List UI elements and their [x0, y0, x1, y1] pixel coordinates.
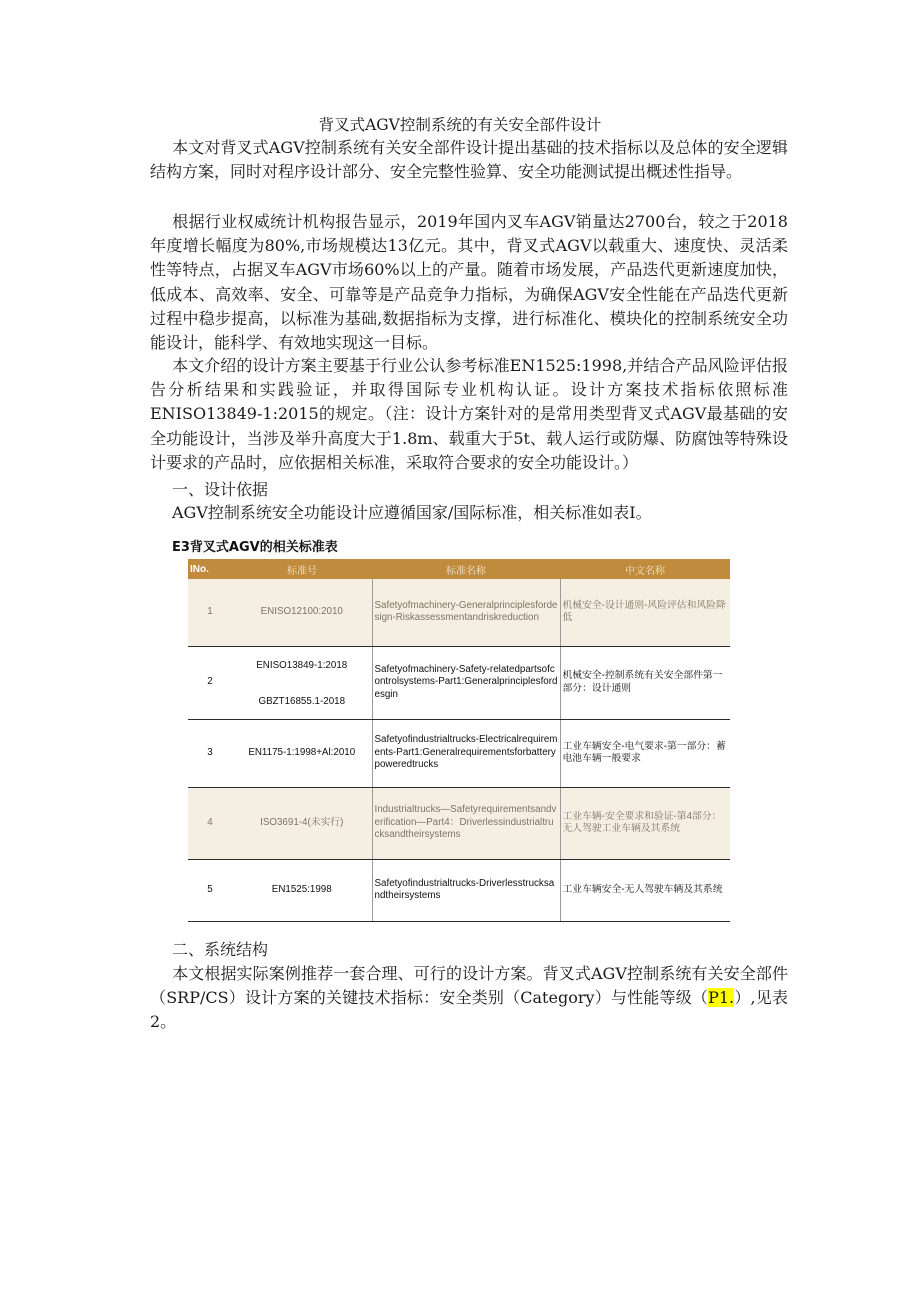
header-code: 标准号 — [232, 559, 372, 579]
table-header-row — [188, 559, 730, 579]
cell-cn-name: 机械安全-设计通则-风险评估和风险降低 — [560, 579, 730, 646]
highlighted-text: P1. — [708, 988, 735, 1008]
paragraph-system-structure-end: ）,见表2。 — [150, 988, 788, 1032]
cell-no: 2 — [188, 646, 232, 719]
cell-cn-name: 工业车辆安全-电气要求-第一部分：蓄电池车辆一般要求 — [560, 719, 730, 787]
cell-no: 1 — [188, 579, 232, 646]
paragraph-design-basis: AGV控制系统安全功能设计应遵循国家/国际标准，相关标准如表I。 — [172, 503, 652, 522]
paragraph-market-text: 根据行业权威统计机构报告显示，2019年国内叉车AGV销量达2700台，较之于2018年度增长幅度为80%,市场规模达13亿元。其中，背叉式AGV以载重大、速度快、灵活柔性等特点，占据叉车AGV市场60%以上的产量。随着市场发展，产品迭代更新速度加快，低成本、高效率、安全、可靠等是产品竞争力指标，为确保AGV安全性能在产品迭代更新过程中稳步提高，以标准为基础,数据指标为支撑，进行标准化、模块化的控制系统安全功能设计，能科学、有效地实现这一目标。 — [150, 212, 788, 353]
paragraph-standards-text: 本文介绍的设计方案主要基于行业公认参考标准EN1525:1998,并结合产品风险评估报告分析结果和实践验证，并取得国际专业机构认证。设计方案技术指标依照标准ENISO13849-1:2015的规定。（注：设计方案针对的是常用类型背叉式AGV最基础的安全功能设计，当涉及举升高度大于1.8m、载重大于5t、载人运行或防爆、防腐蚀等特殊设计要求的产品时，应依据相关标准，采取符合要求的安全功能设计。） — [150, 356, 788, 472]
cell-name: Industrialtrucks—Safetyrequirementsandverification—Part4：Driverlessindustrialtrucksandtheirsystems — [372, 787, 560, 859]
paragraph-market — [150, 210, 788, 355]
cell-name: Safetyofindustrialtrucks-Electricalrequirements-Part1:Generalrequirementsforbatterypoweredtrucks — [372, 719, 560, 787]
cell-no: 5 — [188, 859, 232, 921]
section-heading-system-structure: 二、系统结构 — [172, 940, 269, 959]
header-cn-name: 中文名称 — [560, 559, 730, 579]
table-row — [188, 719, 730, 787]
cell-code: ISO3691-4(未实行) — [232, 787, 372, 859]
paragraph-standards — [150, 354, 788, 475]
cell-code: EN1525:1998 — [232, 859, 372, 921]
table-row — [188, 859, 730, 921]
cell-name: Safetyofmachinery-Generalprinciplesfordesign-Riskassessmentandriskreduction — [372, 579, 560, 646]
header-no: INo. — [188, 559, 232, 579]
table-caption: E3背叉式AGV的相关标准表 — [172, 540, 338, 555]
cell-code-alt: GBZT16855.1-2018 — [232, 686, 372, 719]
cell-code: ENISO12100:2010 — [232, 579, 372, 646]
standards-table — [188, 559, 730, 922]
document-title: 背叉式AGV控制系统的有关安全部件设计 — [318, 116, 602, 134]
paragraph-intro-text: 本文对背叉式AGV控制系统有关安全部件设计提出基础的技术指标以及总体的安全逻辑结构方案，同时对程序设计部分、安全完整性验算、安全功能测试提出概述性指导。 — [150, 138, 788, 182]
cell-cn-name: 工业车辆安全-无人驾驶车辆及其系统 — [560, 859, 730, 921]
table-row — [188, 646, 730, 686]
cell-cn-name: 工业车辆-安全要求和验证-第4部分：无人驾驶工业车辆及其系统 — [560, 787, 730, 859]
cell-code: EN1175-1:1998+Al:2010 — [232, 719, 372, 787]
cell-code: ENISO13849-1:2018 — [256, 660, 348, 671]
cell-no: 3 — [188, 719, 232, 787]
cell-name: Safetyofindustrialtrucks-Driverlesstrucksandtheirsystems — [372, 859, 560, 921]
cell-no: 4 — [188, 787, 232, 859]
paragraph-intro — [150, 136, 788, 184]
table-row — [188, 579, 730, 646]
paragraph-system-structure — [150, 962, 788, 1035]
cell-name: Safetyofmachinery-Safety-relatedpartsofcontrolsystems-Part1:Generalprinciplesfordesgin — [372, 646, 560, 719]
table-row — [188, 787, 730, 859]
header-name: 标准名称 — [372, 559, 560, 579]
section-heading-design-basis: 一、设计依据 — [172, 480, 269, 499]
paragraph-system-structure-text: 本文根据实际案例推荐一套合理、可行的设计方案。背叉式AGV控制系统有关安全部件（SRP/CS）设计方案的关键技术指标：安全类别（Category）与性能等级（ — [150, 964, 788, 1008]
cell-cn-name: 机械安全-控制系统有关安全部件第一部分：设计通则 — [560, 646, 730, 719]
